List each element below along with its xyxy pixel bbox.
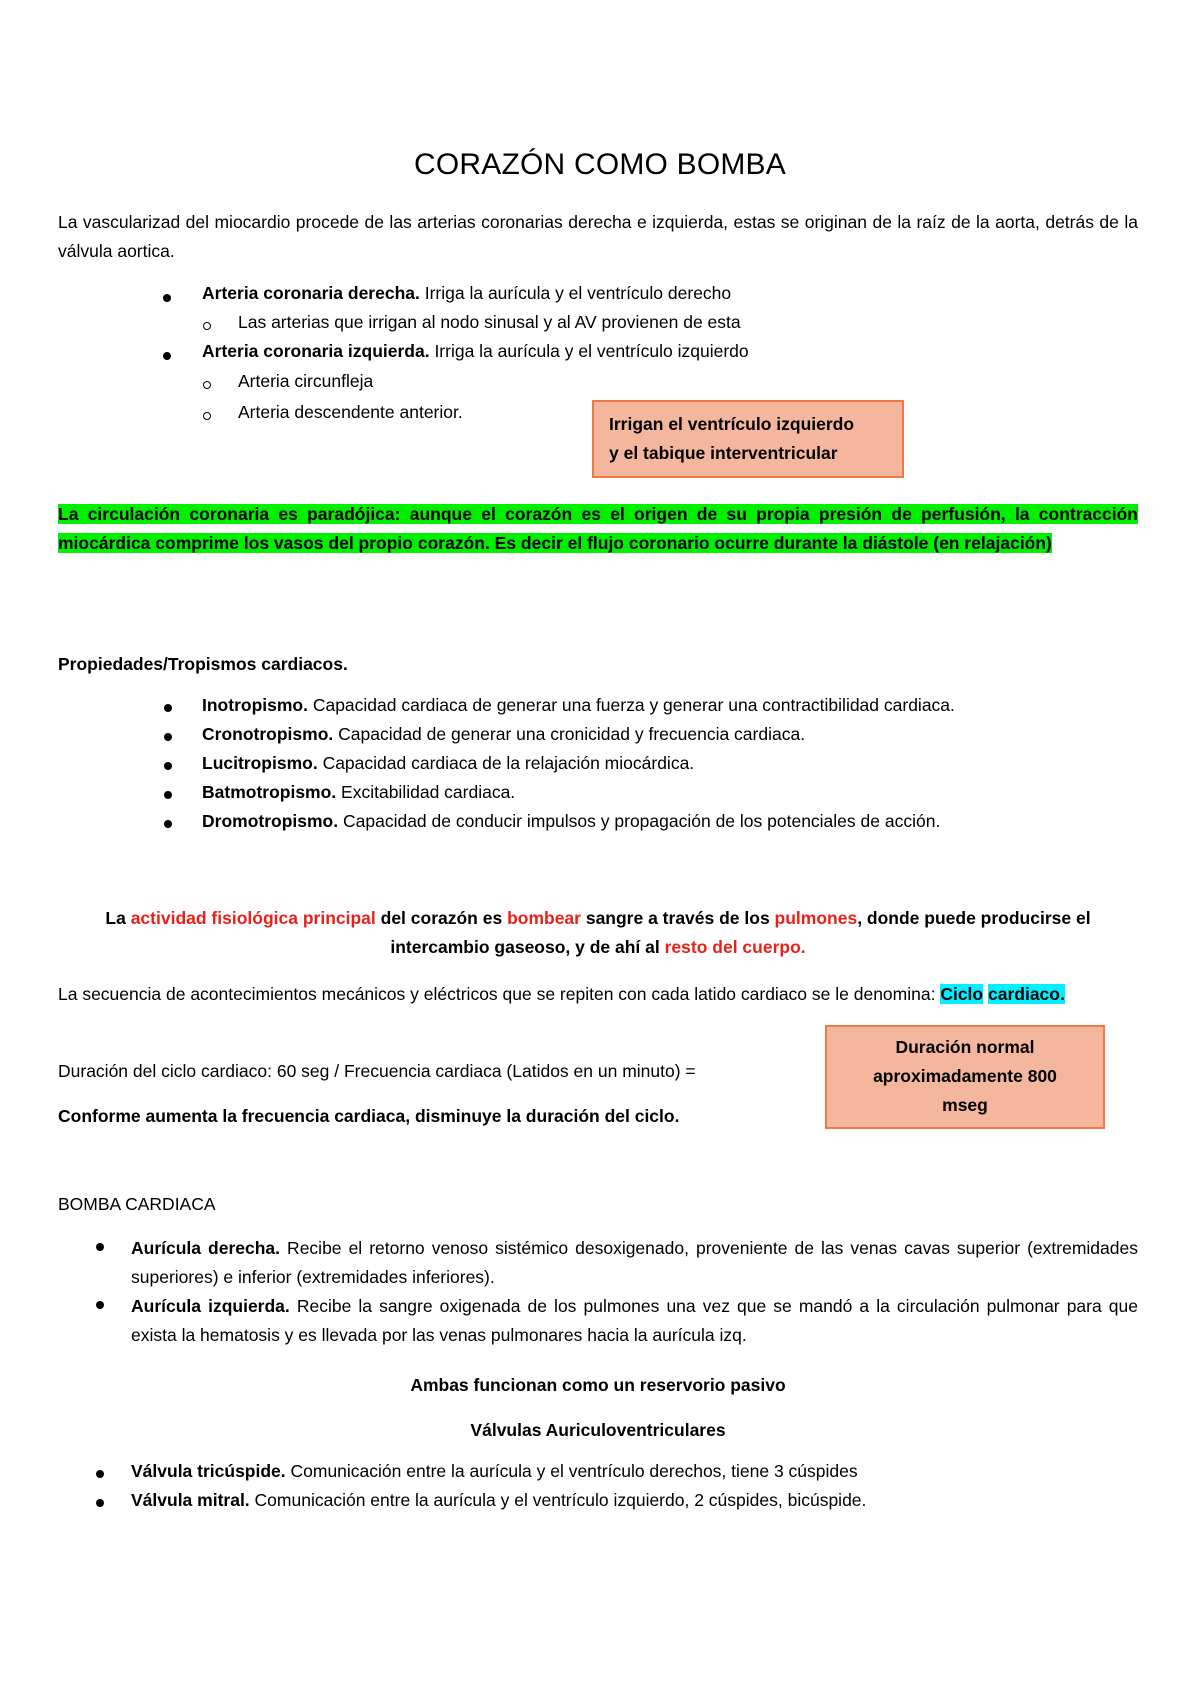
- note-box-duration: [825, 1025, 1105, 1129]
- list-item: [202, 341, 749, 362]
- bullet-dot: [164, 733, 172, 741]
- bullet-dot: [164, 820, 172, 828]
- bullet-dot: [96, 1301, 104, 1309]
- red-text-run: pulmones: [774, 908, 858, 928]
- item-text: Comunicación entre la aurícula y el ventrículo izquierdo, 2 cúspides, bicúspide.: [249, 1490, 867, 1510]
- text-run: La secuencia de acontecimientos mecánicos y eléctricos que se repiten con cada latido cardiaco se le denomina:: [58, 984, 941, 1004]
- item-text: Capacidad de generar una cronicidad y frecuencia cardiaca.: [333, 724, 806, 744]
- sequence-paragraph: [58, 980, 1138, 1009]
- red-text-run: actividad fisiológica principal: [130, 908, 376, 928]
- intro-paragraph: La vascularizad del miocardio procede de las arterias coronarias derecha e izquierda, estas se originan de la raíz de la aorta, detrás de la válvula aortica.: [58, 212, 1138, 261]
- sub-bullet-circle: [203, 381, 211, 389]
- bullet-dot: [96, 1499, 104, 1507]
- item-text: Recibe el retorno venoso sistémico desoxigenado, proveniente de las venas cavas superior (extremidades superiores) e inferior (extremidades inferiores).: [131, 1238, 1138, 1287]
- text-run: , donde puede producirse el: [857, 908, 1091, 928]
- passive-reservoir-line: Ambas funcionan como un reservorio pasivo: [410, 1375, 786, 1395]
- item-term: Arteria coronaria izquierda.: [202, 341, 430, 361]
- bullet-dot: [96, 1243, 104, 1251]
- text-run: intercambio gaseoso, y de ahí al: [390, 937, 665, 957]
- note-line: Irrigan el ventrículo izquierdo: [609, 414, 855, 434]
- item-term: Inotropismo.: [202, 695, 308, 715]
- bullet-dot: [164, 762, 172, 770]
- list-item: [202, 811, 940, 832]
- list-item: [202, 753, 694, 774]
- page-title: CORAZÓN COMO BOMBA: [414, 148, 786, 181]
- item-text: Irriga la aurícula y el ventrículo izquierdo: [429, 341, 749, 361]
- item-text: Capacidad cardiaca de la relajación miocárdica.: [317, 753, 695, 773]
- item-text: Excitabilidad cardiaca.: [336, 782, 516, 802]
- paradox-paragraph: [58, 500, 1138, 558]
- item-term: Dromotropismo.: [202, 811, 339, 831]
- item-text: Irriga la aurícula y el ventrículo derecho: [419, 283, 732, 303]
- list-item: [202, 283, 731, 304]
- item-text: Comunicación entre la aurícula y el ventrículo derechos, tiene 3 cúspides: [285, 1461, 858, 1481]
- item-text: Capacidad de conducir impulsos y propagación de los potenciales de acción.: [338, 811, 941, 831]
- activity-line-2: [58, 933, 1138, 962]
- sub-bullet-circle: [203, 322, 211, 330]
- bullet-dot: [96, 1470, 104, 1478]
- red-text-run: bombear: [507, 908, 581, 928]
- list-item: [202, 695, 955, 716]
- bullet-dot: [163, 294, 171, 302]
- text-run: del corazón es: [375, 908, 508, 928]
- bullet-dot: [164, 704, 172, 712]
- sub-list-item: Arteria descendente anterior.: [238, 402, 463, 422]
- sub-list-item: Las arterias que irrigan al nodo sinusal y al AV provienen de esta: [238, 312, 741, 332]
- sub-list-item: Arteria circunfleja: [238, 371, 374, 391]
- list-item: [202, 724, 805, 745]
- item-term: Aurícula izquierda.: [131, 1296, 290, 1316]
- highlighted-term: cardiaco.: [988, 984, 1065, 1004]
- item-term: Aurícula derecha.: [131, 1238, 281, 1258]
- list-item: [202, 782, 515, 803]
- item-text: Recibe la sangre oxigenada de los pulmones una vez que se mandó a la circulación pulmonar para que exista la hematosis y es llevada por las venas pulmonares hacia la aurícula izq.: [131, 1296, 1138, 1345]
- item-term: Arteria coronaria derecha.: [202, 283, 420, 303]
- note-line: aproximadamente 800: [873, 1066, 1057, 1086]
- item-term: Válvula mitral.: [131, 1490, 250, 1510]
- item-term: Batmotropismo.: [202, 782, 337, 802]
- list-item: [131, 1292, 1138, 1350]
- list-item: [131, 1234, 1138, 1292]
- note-line: Duración normal: [895, 1037, 1035, 1057]
- activity-line-1: [58, 904, 1138, 933]
- item-term: Válvula tricúspide.: [131, 1461, 286, 1481]
- item-text: Capacidad cardiaca de generar una fuerza y generar una contractibilidad cardiaca.: [307, 695, 955, 715]
- highlighted-text: La circulación coronaria es paradójica: aunque el corazón es el origen de su propia presión de perfusión, la contracción miocárdica comprime los vasos del propio corazón. Es decir el flujo coronario ocurre durante la diástole (en relajación): [58, 504, 1138, 553]
- list-item: [131, 1490, 866, 1511]
- item-term: Cronotropismo.: [202, 724, 334, 744]
- pump-heading: BOMBA CARDIACA: [58, 1194, 216, 1214]
- duration-note: Conforme aumenta la frecuencia cardiaca, disminuye la duración del ciclo.: [58, 1106, 680, 1126]
- bullet-dot: [164, 791, 172, 799]
- sub-bullet-circle: [203, 412, 211, 420]
- highlighted-term: Ciclo: [940, 984, 984, 1004]
- list-item: [131, 1461, 858, 1482]
- text-run: sangre a través de los: [580, 908, 775, 928]
- note-line: y el tabique interventricular: [609, 443, 838, 463]
- properties-heading: Propiedades/Tropismos cardiacos.: [58, 654, 348, 674]
- duration-formula: Duración del ciclo cardiaco: 60 seg / Frecuencia cardiaca (Latidos en un minuto) =: [58, 1061, 696, 1081]
- red-text-run: resto del cuerpo.: [664, 937, 806, 957]
- bullet-dot: [163, 352, 171, 360]
- text-run: La: [105, 908, 131, 928]
- item-term: Lucitropismo.: [202, 753, 318, 773]
- valves-heading: Válvulas Auriculoventriculares: [470, 1420, 726, 1440]
- note-line: mseg: [942, 1095, 988, 1115]
- note-box-ventricle: [592, 400, 904, 478]
